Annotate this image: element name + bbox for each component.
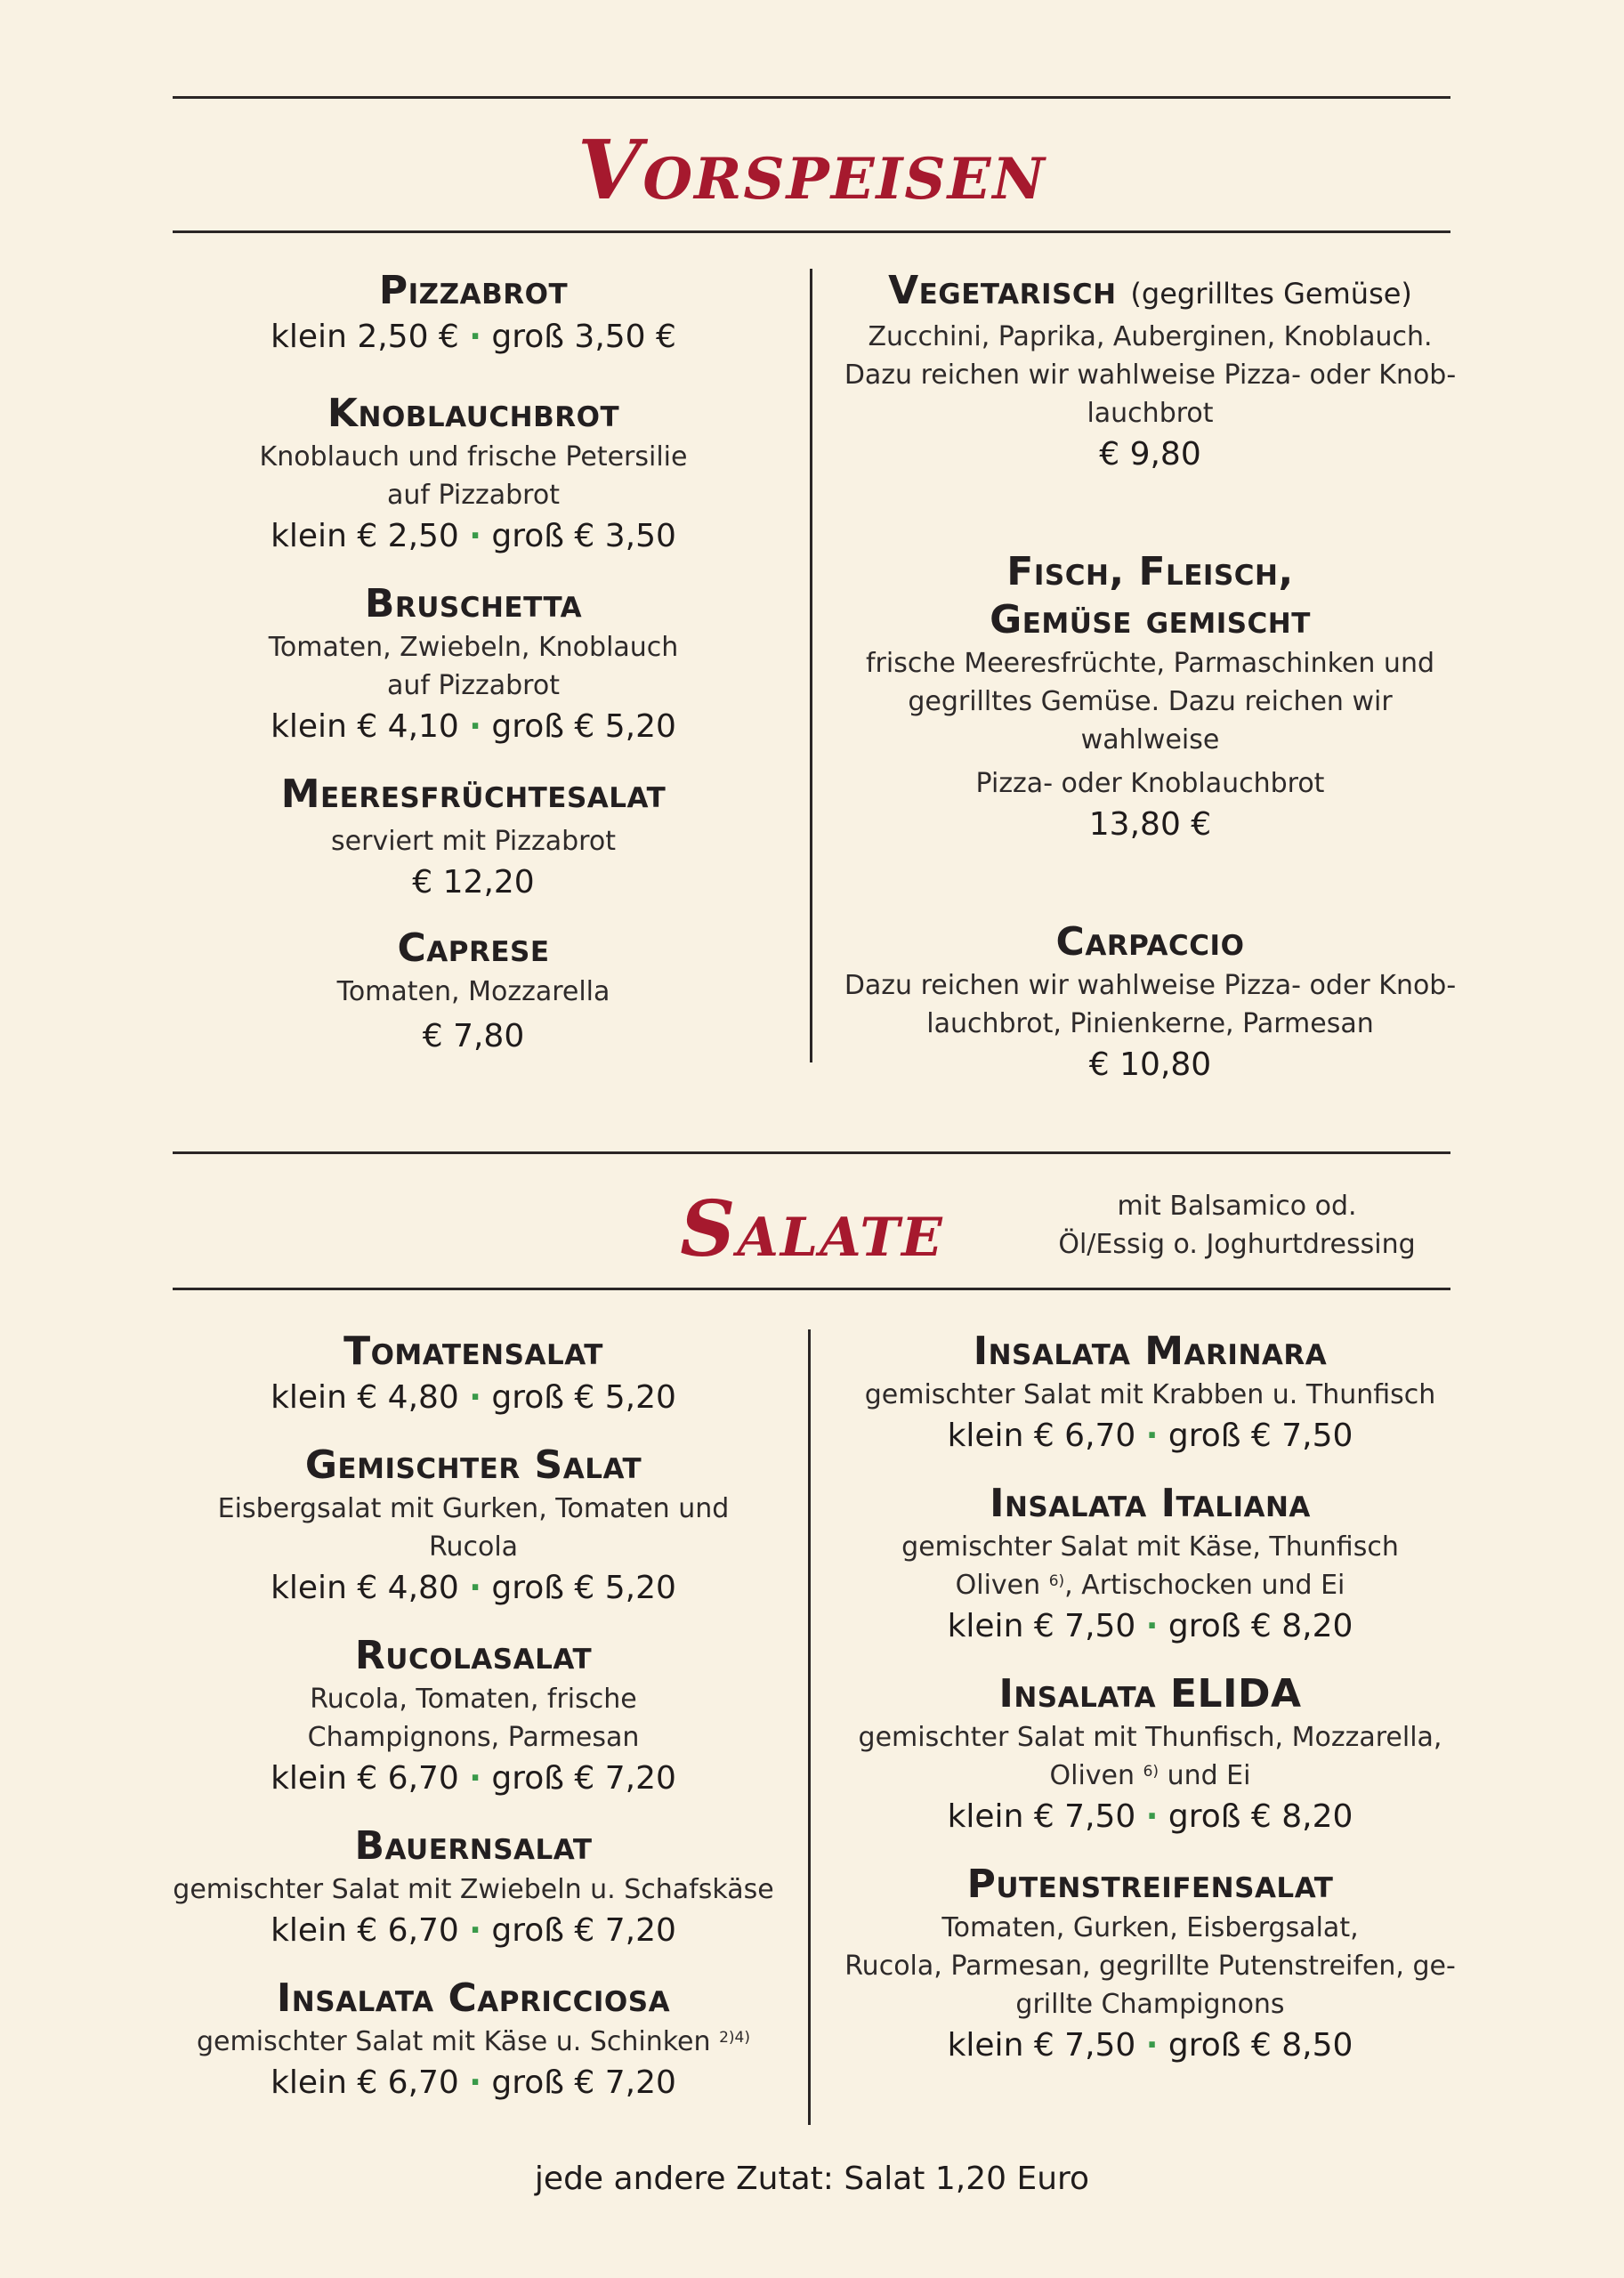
item-description: serviert mit Pizzabrot [331, 826, 616, 857]
menu-item-bruschetta [173, 580, 774, 749]
item-description: Tomaten, Gurken, Eisbergsalat, [941, 1912, 1359, 1943]
item-name: Insalata Marinara [973, 1329, 1328, 1374]
item-name: Insalata Capricciosa [276, 1975, 671, 2021]
menu-item-rucolasalat [173, 1632, 774, 1801]
section-title-salate: Salate [680, 1184, 944, 1274]
item-description: gemischter Salat mit Zwiebeln u. Schafskäse [173, 1874, 774, 1905]
item-description: Tomaten, Mozzarella [336, 976, 610, 1007]
menu-item-vegetarisch [841, 267, 1459, 477]
price-separator: · [469, 1570, 481, 1606]
item-price: klein € 6,70 · groß € 7,20 [271, 1760, 676, 1797]
menu-item-putenstreifensalat [841, 1861, 1459, 2068]
item-price: klein € 6,70 · groß € 7,50 [947, 1418, 1353, 1454]
item-description: Oliven $^{6)}$ und Ei [1049, 1760, 1251, 1791]
item-description: Dazu reichen wir wahlweise Pizza- oder Knob- [844, 970, 1457, 1001]
extra-ingredient-note: jede andere Zutat: Salat 1,20 Euro [534, 2161, 1090, 2197]
item-description: Rucola, Tomaten, frische [310, 1684, 637, 1715]
price-separator: · [469, 708, 481, 745]
menu-item-bauernsalat [173, 1822, 774, 1953]
menu-item-insalata-italiana [841, 1480, 1459, 1649]
salate-title-rule [173, 1288, 1450, 1290]
item-price: klein € 4,10 · groß € 5,20 [271, 708, 676, 745]
menu-item-meeresfruechtesalat [173, 771, 774, 905]
item-description: gemischter Salat mit Käse u. Schinken $^{2)4)}$ [197, 2026, 750, 2057]
menu-item-pizzabrot [173, 267, 774, 359]
salate-right-column [841, 1328, 1459, 2068]
price-separator: · [469, 319, 481, 355]
item-description: lauchbrot, Pinienkerne, Parmesan [926, 1008, 1374, 1039]
item-description: gemischter Salat mit Krabben u. Thunfisch [864, 1379, 1436, 1410]
item-price: klein 2,50 € · groß 3,50 € [271, 319, 676, 355]
item-description: auf Pizzabrot [387, 480, 560, 511]
item-description: Champignons, Parmesan [307, 1722, 640, 1753]
item-description: Zucchini, Paprika, Auberginen, Knoblauch. [868, 321, 1433, 352]
item-name: Rucolasalat [354, 1633, 593, 1678]
item-name: Insalata Italiana [990, 1481, 1311, 1526]
item-price: klein € 7,50 · groß € 8,20 [947, 1608, 1353, 1644]
item-name: Knoblauchbrot [327, 391, 620, 436]
price-separator: · [1145, 1798, 1159, 1835]
item-price: klein € 4,80 · groß € 5,20 [271, 1379, 676, 1416]
item-name: Tomatensalat [343, 1329, 603, 1374]
top-rule [173, 96, 1450, 99]
vorspeisen-left-column [173, 267, 774, 1059]
menu-item-tomatensalat [173, 1328, 774, 1420]
allergen-footnote: 2)4) [719, 2029, 750, 2047]
item-price: klein € 6,70 · groß € 7,20 [271, 2064, 676, 2101]
item-name: Caprese [397, 925, 550, 971]
item-price: klein € 2,50 · groß € 3,50 [271, 518, 676, 554]
salate-top-rule [173, 1151, 1450, 1154]
menu-item-carpaccio [841, 918, 1459, 1087]
price-separator: · [1145, 1418, 1159, 1454]
item-description: gemischter Salat mit Käse, Thunfisch [901, 1531, 1399, 1563]
menu-item-caprese [173, 925, 774, 1059]
item-name: Vegetarisch (gegrilltes Gemüse) [888, 268, 1412, 313]
vorspeisen-right-column [841, 267, 1459, 1087]
item-description: Oliven $^{6)}$, Artischocken und Ei [955, 1570, 1345, 1601]
price-separator: · [1145, 2027, 1159, 2064]
item-price: klein € 6,70 · groß € 7,20 [271, 1912, 676, 1949]
item-note: (gegrilltes Gemüse) [1130, 277, 1412, 311]
item-name: Meeresfrüchtesalat [280, 771, 667, 817]
item-description: Tomaten, Zwiebeln, Knoblauch [268, 632, 679, 663]
item-name: Bruschetta [364, 581, 583, 626]
price-separator: · [469, 1379, 481, 1416]
item-price: 13,80 € [1088, 806, 1212, 843]
item-description: lauchbrot [1087, 398, 1214, 429]
item-name: Pizzabrot [378, 268, 569, 313]
item-name: Gemüse gemischt [990, 597, 1311, 642]
salate-left-column [173, 1328, 774, 2105]
menu-item-insalata-capricciosa [173, 1975, 774, 2105]
price-separator: · [469, 518, 481, 554]
item-price: klein € 4,80 · groß € 5,20 [271, 1570, 676, 1606]
menu-item-insalata-elida [841, 1670, 1459, 1839]
price-separator: · [469, 1760, 481, 1797]
item-name: Putenstreifensalat [966, 1862, 1334, 1907]
salate-column-divider [808, 1329, 811, 2125]
item-price: klein € 7,50 · groß € 8,20 [947, 1798, 1353, 1835]
item-description: Eisbergsalat mit Gurken, Tomaten und Rucola [217, 1493, 730, 1563]
item-description: frische Meeresfrüchte, Parmaschinken und [865, 648, 1435, 679]
item-description: Dazu reichen wir wahlweise Pizza- oder Knob- [844, 359, 1457, 391]
item-price: € 12,20 [412, 864, 535, 901]
item-description: Knoblauch und frische Petersilie [259, 441, 688, 473]
item-name: Insalata ELIDA [998, 1671, 1302, 1717]
dressing-note-line: mit Balsamico od. [1117, 1191, 1357, 1222]
allergen-footnote: 6) [1048, 1572, 1065, 1590]
item-description: gemischter Salat mit Thunfisch, Mozzarella, [858, 1722, 1442, 1753]
item-price: € 9,80 [1099, 436, 1201, 473]
item-name: Gemischter Salat [304, 1442, 642, 1488]
vorspeisen-column-divider [810, 269, 812, 1062]
item-description: auf Pizzabrot [387, 670, 560, 701]
dressing-note [1023, 1187, 1450, 1264]
menu-item-knoblauchbrot [173, 390, 774, 559]
item-description: Pizza- oder Knoblauchbrot [975, 768, 1325, 799]
price-separator: · [469, 2064, 481, 2101]
section-title-vorspeisen: Vorspeisen [578, 122, 1046, 218]
menu-item-gemischter-salat [173, 1442, 774, 1611]
vorspeisen-title-rule [173, 230, 1450, 233]
item-name: Bauernsalat [354, 1823, 593, 1869]
price-separator: · [1145, 1608, 1159, 1644]
item-description: gegrilltes Gemüse. Dazu reichen wir wahlweise [908, 686, 1393, 755]
allergen-footnote: 6) [1143, 1763, 1159, 1781]
item-price: € 7,80 [422, 1018, 525, 1054]
menu-item-insalata-marinara [841, 1328, 1459, 1458]
item-name: Carpaccio [1055, 919, 1245, 965]
price-separator: · [469, 1912, 481, 1949]
dressing-note-line: Öl/Essig o. Joghurtdressing [1058, 1229, 1416, 1260]
menu-item-fisch-fleisch-gemuese [841, 548, 1459, 847]
item-name: Fisch, Fleisch, [1006, 549, 1294, 594]
item-description: grillte Champignons [1015, 1989, 1285, 2020]
item-price: klein € 7,50 · groß € 8,50 [947, 2027, 1353, 2064]
item-price: € 10,80 [1088, 1046, 1212, 1083]
item-description: Rucola, Parmesan, gegrillte Putenstreifen, ge- [844, 1951, 1456, 1982]
